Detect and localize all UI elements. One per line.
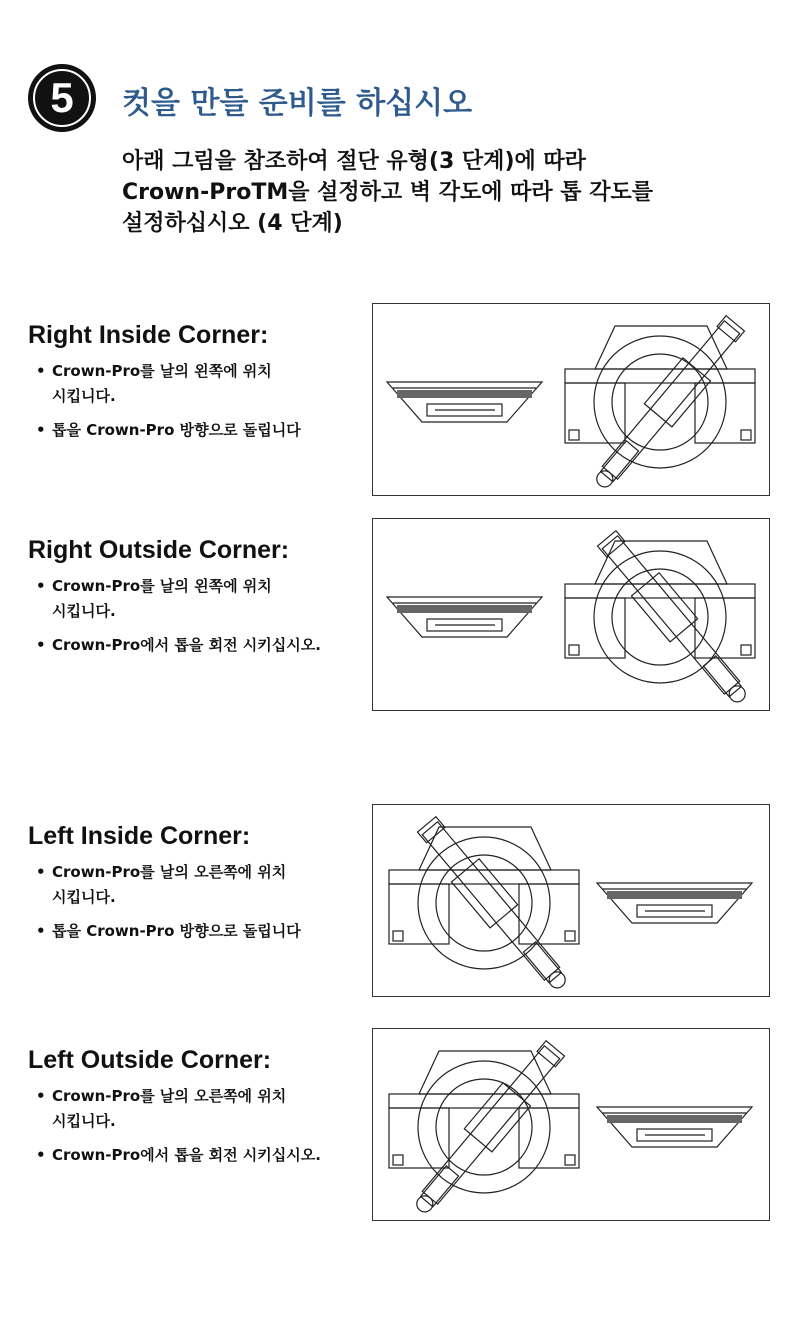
section-left-inside-corner (0, 804, 800, 999)
jig-hatch (607, 891, 742, 899)
motor-housing (631, 573, 697, 642)
instruction-line: 아래 그림을 참조하여 절단 유형(3 단계)에 따라 (122, 149, 586, 174)
motor-housing (451, 859, 517, 928)
miter-saw (389, 827, 579, 969)
step-title: 컷을 만들 준비를 하십시오 (122, 86, 473, 121)
motor-housing (644, 358, 710, 427)
saw-bolt (569, 645, 579, 655)
saw-housing (419, 1051, 551, 1094)
saw-arm (593, 527, 756, 710)
saw-fence (565, 369, 755, 383)
section-title: Right Outside Corner: (28, 536, 290, 564)
arm-cap (598, 531, 625, 557)
saw-bolt (569, 430, 579, 440)
bullet-item: • Crown-Pro에서 톱을 회전 시키십시오. (36, 1143, 321, 1168)
jig-hatch (607, 1115, 742, 1123)
section-title: Left Inside Corner: (28, 822, 251, 850)
arm-cap (418, 817, 445, 843)
saw-bolt (741, 645, 751, 655)
instruction-line: 설정하십시오 (4 단계) (122, 211, 343, 236)
saw-blade (418, 837, 550, 969)
miter-saw (565, 541, 755, 683)
bullet-item: • Crown-Pro를 날의 왼쪽에 위치 시킵니다. (36, 574, 321, 624)
saw-bolt (393, 931, 403, 941)
arm-cap (537, 1041, 564, 1067)
bullet-item: • Crown-Pro를 날의 오른쪽에 위치 시킵니다. (36, 1084, 321, 1134)
jig-hatch (397, 605, 532, 613)
handle-knob (726, 683, 749, 706)
bullet-item: • 톱을 Crown-Pro 방향으로 돌립니다 (36, 919, 301, 944)
saw-bolt (741, 430, 751, 440)
bullet-item: • 톱을 Crown-Pro 방향으로 돌립니다 (36, 418, 301, 443)
instruction-line: Crown-ProTM을 설정하고 벽 각도에 따라 톱 각도를 (122, 180, 653, 205)
bullet-item: • Crown-Pro에서 톱을 회전 시키십시오. (36, 633, 321, 658)
arm-body (602, 321, 739, 479)
saw-diagram-icon (373, 1029, 769, 1220)
handle-knob (414, 1193, 437, 1216)
saw-diagram-figure (372, 804, 770, 997)
saw-bolt (565, 1155, 575, 1165)
saw-diagram-icon (373, 805, 769, 996)
bullet-list (36, 860, 301, 953)
motor-housing (464, 1083, 530, 1152)
saw-bolt (565, 931, 575, 941)
saw-housing (419, 827, 551, 870)
saw-diagram-figure (372, 518, 770, 711)
saw-diagram-figure (372, 1028, 770, 1221)
handle-knob (546, 969, 569, 992)
miter-saw (389, 1051, 579, 1193)
section-left-outside-corner (0, 1028, 800, 1223)
step-number: 5 (50, 74, 74, 121)
section-title: Left Outside Corner: (28, 1046, 272, 1074)
bullet-item: • Crown-Pro를 날의 왼쪽에 위치 시킵니다. (36, 359, 301, 409)
section-title: Right Inside Corner: (28, 321, 269, 349)
crown-pro-jig (597, 883, 752, 923)
handle-knob (594, 468, 617, 491)
saw-housing (595, 326, 727, 369)
step-instructions (122, 146, 762, 239)
jig-hatch (397, 390, 532, 398)
bullet-item: • Crown-Pro를 날의 오른쪽에 위치 시킵니다. (36, 860, 301, 910)
bullet-list (36, 574, 321, 667)
bullet-list (36, 1084, 321, 1177)
crown-pro-jig (387, 382, 542, 422)
saw-housing (595, 541, 727, 584)
arm-body (602, 536, 739, 694)
saw-diagram-icon (373, 304, 769, 495)
section-right-outside-corner (0, 518, 800, 713)
bullet-list (36, 359, 301, 452)
crown-pro-jig (387, 597, 542, 637)
saw-diagram-figure (372, 303, 770, 496)
saw-bolt (393, 1155, 403, 1165)
saw-diagram-icon (373, 519, 769, 710)
section-right-inside-corner (0, 303, 800, 498)
crown-pro-jig (597, 1107, 752, 1147)
arm-cap (717, 316, 744, 342)
step-number-badge (28, 64, 96, 132)
saw-blade (594, 336, 726, 468)
